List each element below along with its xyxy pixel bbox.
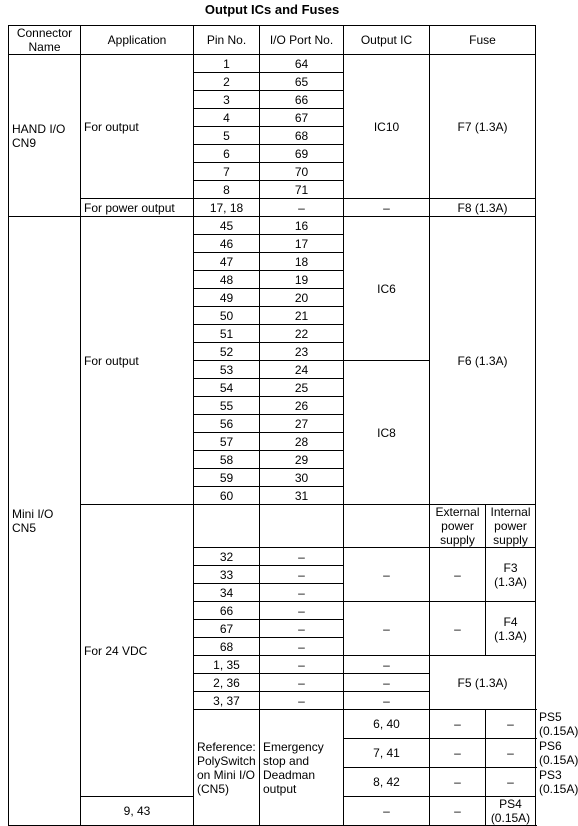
port-cell: 70: [260, 163, 344, 181]
external-supply-cell: –: [430, 602, 486, 656]
fuse-f7: F7 (1.3A): [430, 55, 536, 199]
pin-cell: 49: [194, 289, 260, 307]
output-ic-cell: –: [344, 548, 430, 602]
pin-cell: 1: [194, 55, 260, 73]
pin-cell: 52: [194, 343, 260, 361]
port-cell: 22: [260, 325, 344, 343]
connector-mini-io-cn5: Mini I/O CN5: [9, 217, 81, 826]
port-cell: 68: [260, 127, 344, 145]
output-ic-cell-empty: [344, 505, 430, 548]
page-title: Output ICs and Fuses: [204, 2, 340, 17]
pin-cell: 9, 43: [81, 797, 194, 826]
pin-cell: 48: [194, 271, 260, 289]
pin-cell: 4: [194, 109, 260, 127]
fuse-f4: F4 (1.3A): [486, 602, 536, 656]
pin-cell: 6, 40: [344, 710, 430, 739]
output-ic-cell: –: [486, 739, 536, 768]
port-cell: 26: [260, 397, 344, 415]
table-row: [9, 199, 536, 217]
port-cell: 71: [260, 181, 344, 199]
header-internal-power-supply: Internal power supply: [486, 505, 536, 548]
pin-cell: 7, 41: [344, 739, 430, 768]
port-cell: 69: [260, 145, 344, 163]
output-ic-cell: –: [430, 797, 486, 826]
port-cell: 66: [260, 91, 344, 109]
header-row: [9, 26, 536, 55]
port-cell: 65: [260, 73, 344, 91]
table-row: [9, 55, 536, 73]
port-cell: 27: [260, 415, 344, 433]
header-output-ic: Output IC: [344, 26, 430, 55]
application-24vdc: For 24 VDC: [81, 505, 194, 797]
pin-cell: 58: [194, 451, 260, 469]
header-fuse: Fuse: [430, 26, 536, 55]
port-cell: –: [260, 638, 344, 656]
port-cell: –: [260, 620, 344, 638]
port-cell: 16: [260, 217, 344, 235]
pin-cell: 54: [194, 379, 260, 397]
application-emergency-stop: Emergency stop and Deadman output: [260, 710, 344, 826]
port-cell: –: [260, 584, 344, 602]
pin-cell: 59: [194, 469, 260, 487]
pin-cell: 3: [194, 91, 260, 109]
pin-cell: 34: [194, 584, 260, 602]
pin-cell: 56: [194, 415, 260, 433]
port-cell: 23: [260, 343, 344, 361]
fuse-f6: F6 (1.3A): [430, 217, 536, 505]
pin-cell: 57: [194, 433, 260, 451]
header-external-power-supply: External power supply: [430, 505, 486, 548]
pin-cell: 60: [194, 487, 260, 505]
output-ic-ic10: IC10: [344, 55, 430, 199]
application-hand-output: For output: [81, 55, 194, 199]
pin-cell: 17, 18: [194, 199, 260, 217]
port-cell: –: [430, 739, 486, 768]
pin-cell: 53: [194, 361, 260, 379]
output-ic-ic6: IC6: [344, 217, 430, 361]
pin-cell: 8: [194, 181, 260, 199]
port-cell: –: [260, 199, 344, 217]
pin-cell: 8, 42: [344, 768, 430, 797]
port-cell: 30: [260, 469, 344, 487]
connector-hand-io-cn9: HAND I/O CN9: [9, 55, 81, 217]
pin-cell: 32: [194, 548, 260, 566]
fuse-f8: F8 (1.3A): [430, 199, 536, 217]
output-ic-ic8: IC8: [344, 361, 430, 505]
fuse-f5: F5 (1.3A): [430, 656, 536, 710]
application-mini-output: For output: [81, 217, 194, 505]
port-cell: 17: [260, 235, 344, 253]
port-cell: –: [260, 674, 344, 692]
external-supply-cell: –: [430, 548, 486, 602]
pin-cell: 55: [194, 397, 260, 415]
pin-cell: 51: [194, 325, 260, 343]
output-ic-cell: –: [344, 674, 430, 692]
pin-cell: 46: [194, 235, 260, 253]
header-application: Application: [81, 26, 194, 55]
port-cell: –: [260, 548, 344, 566]
port-cell: –: [260, 692, 344, 710]
output-ic-cell: –: [486, 710, 536, 739]
pin-cell: 33: [194, 566, 260, 584]
application-power-output: For power output: [81, 199, 194, 217]
output-ic-cell: –: [344, 656, 430, 674]
table-row: [9, 217, 536, 235]
pin-cell: 45: [194, 217, 260, 235]
pin-cell: 3, 37: [194, 692, 260, 710]
port-cell: 21: [260, 307, 344, 325]
table-row: Reference: PolySwitch on Mini I/O (CN5) Emergency stop and Deadman output 6, 40 – – PS5 (0.15A): [9, 710, 536, 739]
pin-cell-empty: [194, 505, 260, 548]
port-cell: 67: [260, 109, 344, 127]
table-row: 7, 41 – – PS6 (0.15A): [9, 739, 536, 768]
pin-cell: 2: [194, 73, 260, 91]
port-cell: –: [430, 710, 486, 739]
table-row: 8, 42 – – PS3 (0.15A): [9, 768, 536, 797]
port-cell-empty: [260, 505, 344, 548]
port-cell: 28: [260, 433, 344, 451]
output-ic-cell: –: [344, 692, 430, 710]
pin-cell: 67: [194, 620, 260, 638]
connector-polyswitch-reference: Reference: PolySwitch on Mini I/O (CN5): [194, 710, 260, 826]
header-io-port-no: I/O Port No.: [260, 26, 344, 55]
pin-cell: 47: [194, 253, 260, 271]
port-cell: 24: [260, 361, 344, 379]
port-cell: 18: [260, 253, 344, 271]
output-ics-fuses-table: [8, 25, 578, 826]
port-cell: –: [260, 602, 344, 620]
pin-cell: 7: [194, 163, 260, 181]
header-pin-no: Pin No.: [194, 26, 260, 55]
header-connector-name: Connector Name: [9, 26, 81, 55]
table-row: [9, 505, 536, 548]
fuse-ps4: PS4 (0.15A): [486, 797, 536, 826]
port-cell: –: [260, 656, 344, 674]
output-ic-cell: –: [344, 602, 430, 656]
pin-cell: 6: [194, 145, 260, 163]
port-cell: 31: [260, 487, 344, 505]
output-ic-cell: –: [344, 199, 430, 217]
fuse-f3: F3 (1.3A): [486, 548, 536, 602]
port-cell: –: [344, 797, 430, 826]
pin-cell: 50: [194, 307, 260, 325]
pin-cell: 68: [194, 638, 260, 656]
port-cell: 19: [260, 271, 344, 289]
port-cell: –: [260, 566, 344, 584]
output-ic-cell: –: [486, 768, 536, 797]
port-cell: 20: [260, 289, 344, 307]
port-cell: 29: [260, 451, 344, 469]
pin-cell: 1, 35: [194, 656, 260, 674]
port-cell: –: [430, 768, 486, 797]
port-cell: 25: [260, 379, 344, 397]
pin-cell: 5: [194, 127, 260, 145]
pin-cell: 2, 36: [194, 674, 260, 692]
port-cell: 64: [260, 55, 344, 73]
pin-cell: 66: [194, 602, 260, 620]
